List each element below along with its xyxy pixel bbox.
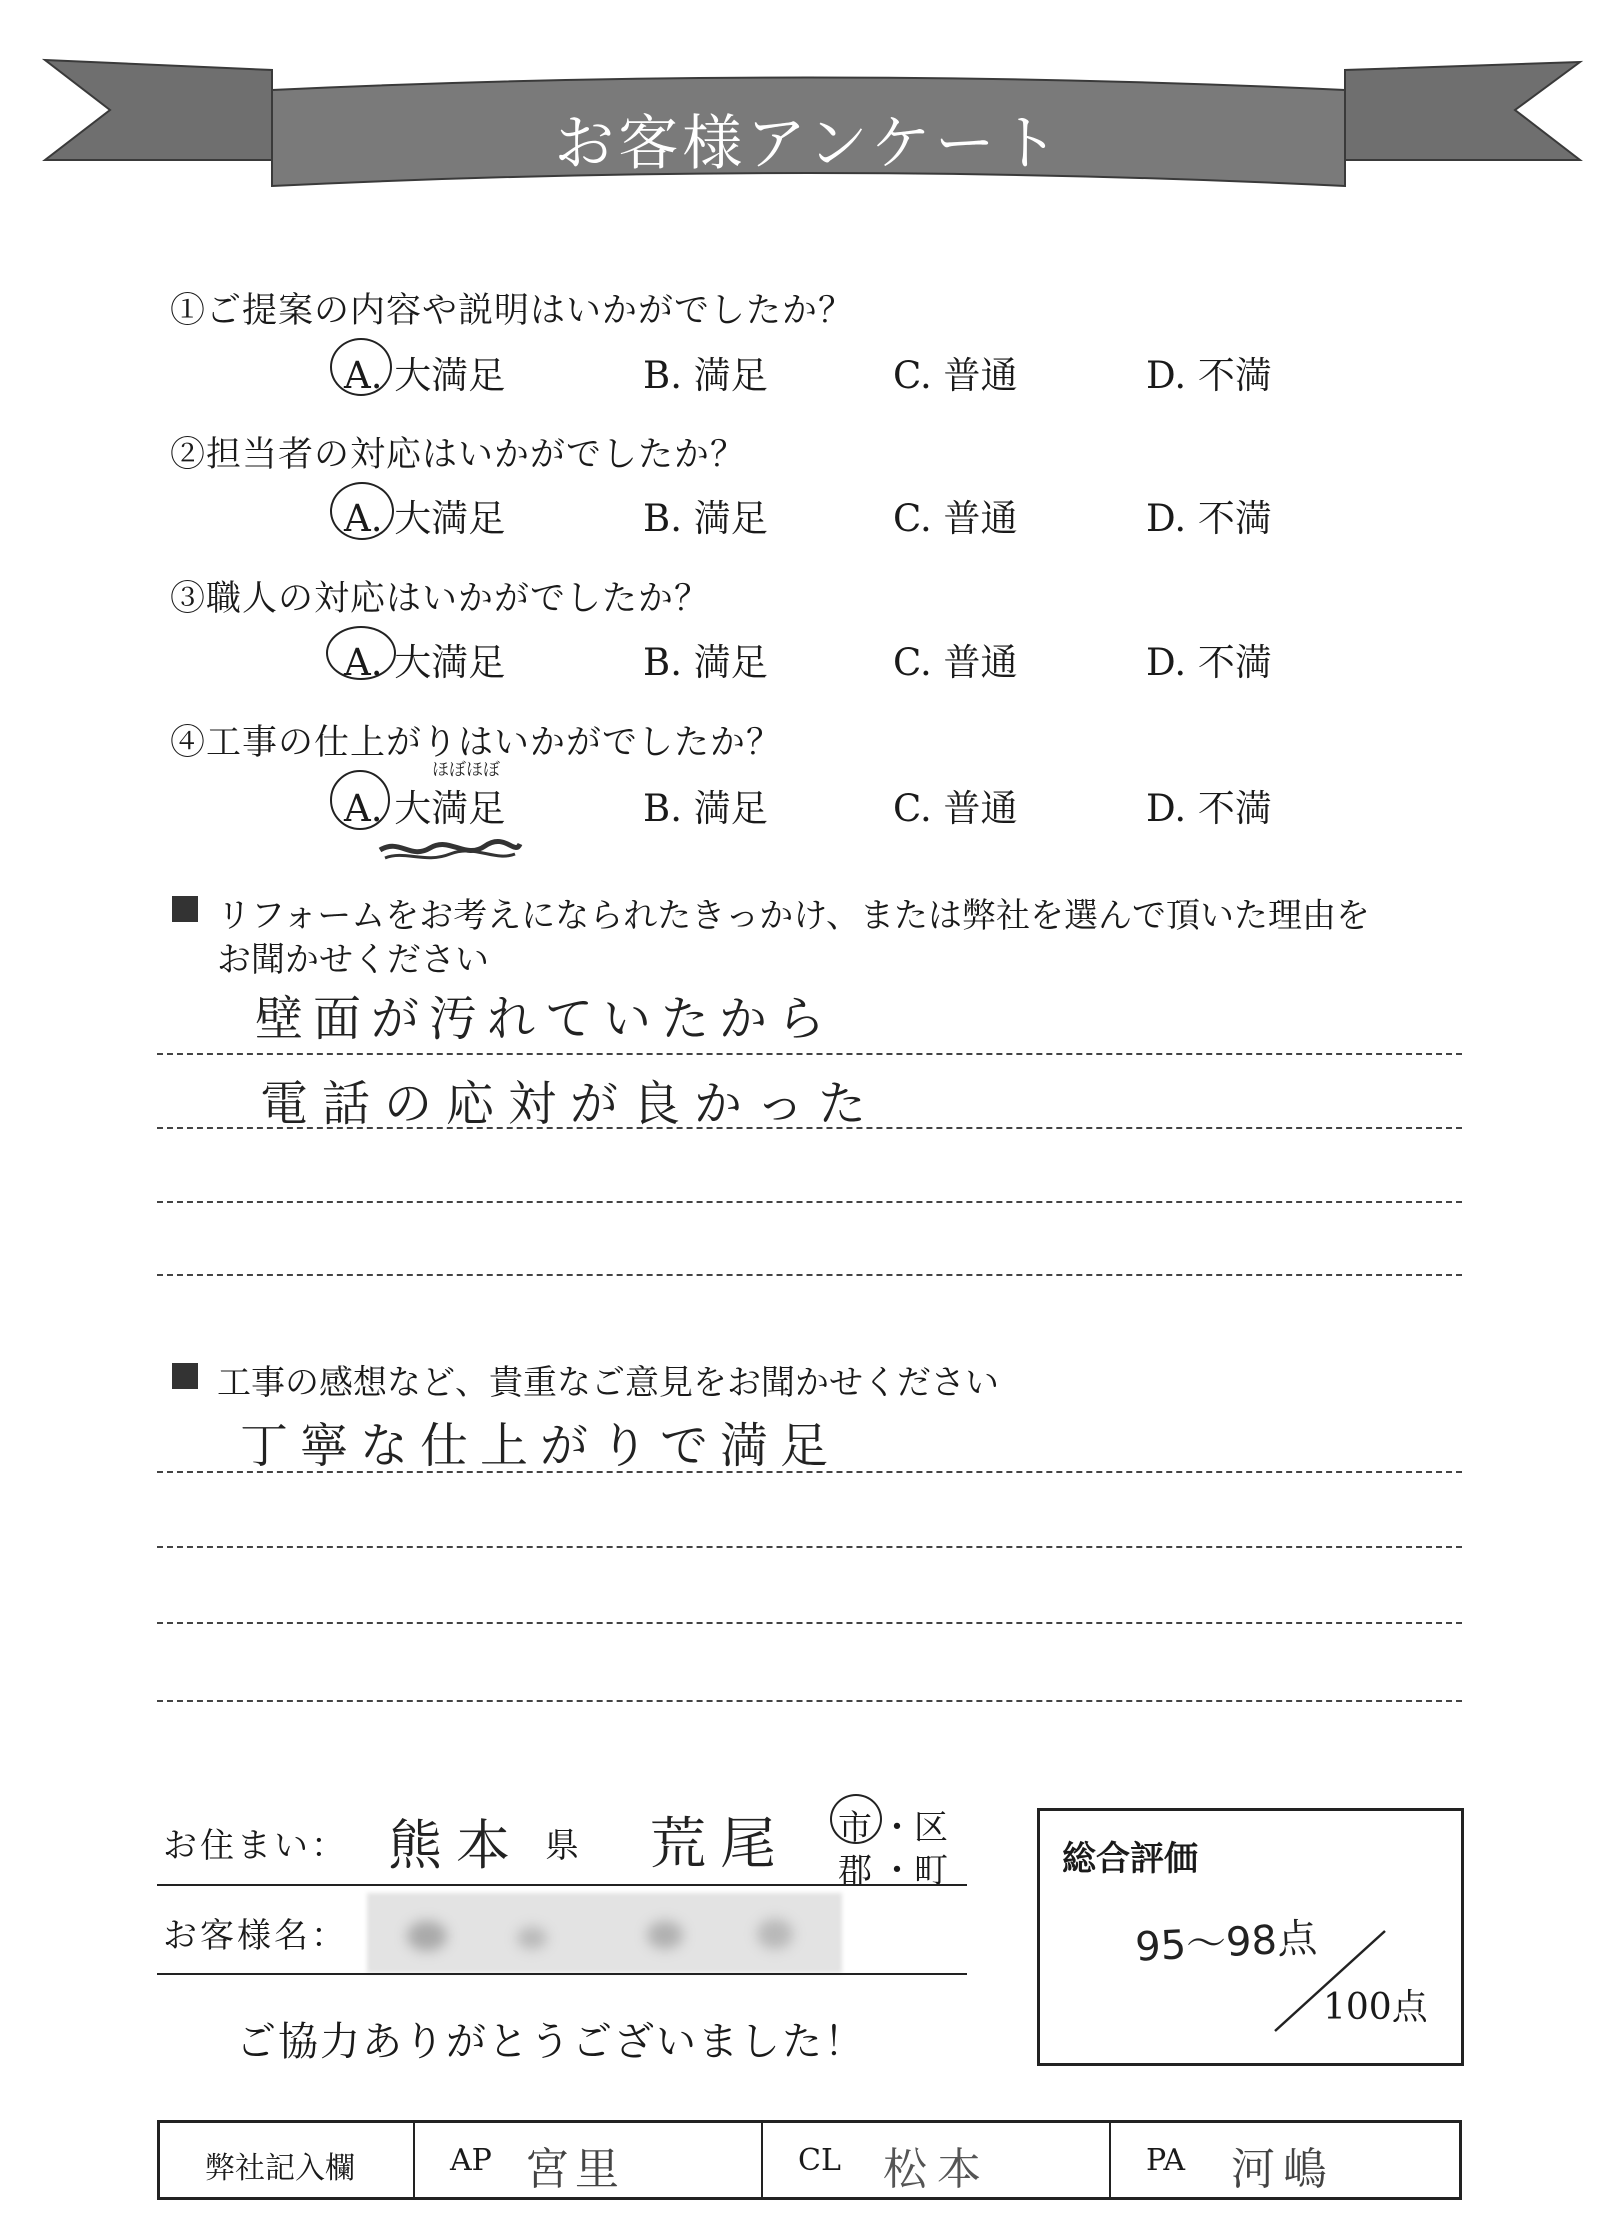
page-title: お客様アンケート: [554, 109, 1063, 179]
q1-option-a[interactable]: A. 大満足: [344, 354, 506, 397]
q2-option-a[interactable]: A. 大満足: [344, 497, 506, 540]
q1-option-b[interactable]: B. 満足: [643, 354, 768, 397]
section1-prompt-line2: お聞かせください: [217, 940, 489, 980]
section2-bullet: [172, 1363, 198, 1389]
section1-answer-2: 電話の応対が良かった: [260, 1076, 881, 1132]
question-3-text: ③職人の対応はいかがでしたか？: [170, 579, 711, 619]
section2-line-3: [157, 1622, 1462, 1624]
q3-option-b[interactable]: B. 満足: [643, 641, 768, 684]
q3-option-a[interactable]: A. 大満足: [344, 641, 506, 684]
q4-option-b[interactable]: B. 満足: [643, 787, 768, 830]
q1-option-d[interactable]: D. 不満: [1146, 354, 1272, 397]
address-prefecture: 熊本: [388, 1814, 524, 1877]
office-use-label: 弊社記入欄: [205, 2151, 355, 2186]
rating-score: 95〜98点: [1134, 1915, 1319, 1971]
customer-name-label: お客様名：: [163, 1916, 348, 1956]
customer-name-underline: [157, 1973, 967, 1975]
pa-value: 河嶋: [1231, 2144, 1335, 2195]
rating-max: 100点: [1323, 1987, 1428, 2028]
cl-value: 松本: [883, 2144, 991, 2195]
q4-scribble-mark: [375, 830, 525, 870]
cl-cell: [763, 2123, 1111, 2197]
ap-value: 宮里: [525, 2144, 625, 2195]
q4-option-d[interactable]: D. 不満: [1146, 787, 1272, 830]
q1-option-c[interactable]: C. 普通: [893, 354, 1018, 397]
section2-answer-1: 丁寧な仕上がりで満足: [240, 1418, 841, 1474]
question-4-text: ④工事の仕上がりはいかがでしたか？: [170, 723, 783, 763]
rating-label: 総合評価: [1062, 1839, 1198, 1879]
q2-option-c[interactable]: C. 普通: [893, 497, 1018, 540]
address-type-shi[interactable]: 市: [838, 1808, 872, 1848]
section1-prompt-line1: リフォームをお考えになられたきっかけ、または弊社を選んで頂いた理由を: [217, 896, 1370, 936]
q1-selected-circle: [330, 338, 392, 396]
question-2-text: ②担当者の対応はいかがでしたか？: [170, 435, 747, 475]
section1-line-3: [157, 1201, 1462, 1203]
q4-option-c[interactable]: C. 普通: [893, 787, 1018, 830]
overall-rating-box: [1037, 1808, 1464, 2066]
q2-option-d[interactable]: D. 不満: [1146, 497, 1272, 540]
section2-line-1: [157, 1471, 1462, 1473]
q4-handwritten-note: ほぼほぼ: [432, 760, 500, 780]
section2-line-4: [157, 1700, 1462, 1702]
address-shi-circle: [830, 1794, 882, 1844]
address-underline: [157, 1884, 967, 1886]
address-prefecture-suffix: 県: [545, 1826, 579, 1866]
section1-line-2: [157, 1127, 1462, 1129]
address-type-gun[interactable]: 郡: [838, 1851, 872, 1891]
q3-selected-circle: [326, 626, 396, 680]
section2-line-2: [157, 1546, 1462, 1548]
address-type-ku[interactable]: ・区: [880, 1808, 948, 1848]
office-use-label-cell: [160, 2123, 415, 2197]
q3-option-c[interactable]: C. 普通: [893, 641, 1018, 684]
section1-bullet: [172, 896, 198, 922]
question-1-text: ①ご提案の内容や説明はいかがでしたか？: [170, 291, 855, 331]
customer-name-redacted: [367, 1893, 842, 1973]
q3-option-d[interactable]: D. 不満: [1146, 641, 1272, 684]
office-use-table: [157, 2120, 1462, 2200]
address-type-cho[interactable]: ・町: [880, 1851, 948, 1891]
q2-selected-circle: [330, 482, 394, 540]
section1-line-1: [157, 1053, 1462, 1055]
pa-cell: [1111, 2123, 1459, 2197]
cl-label: CL: [798, 2143, 841, 2178]
ap-label: AP: [450, 2143, 492, 2178]
thanks-message: ご協力ありがとうございました！: [236, 2019, 866, 2065]
pa-label: PA: [1146, 2143, 1186, 2178]
section2-prompt: 工事の感想など、貴重なご意見をお聞かせください: [217, 1363, 999, 1403]
address-city: 荒尾: [650, 1812, 790, 1877]
q2-option-b[interactable]: B. 満足: [643, 497, 768, 540]
ap-cell: [415, 2123, 763, 2197]
section1-answer-1: 壁面が汚れていたから: [255, 991, 836, 1047]
q4-selected-circle: [330, 770, 390, 830]
q4-option-a[interactable]: A. 大満足: [344, 787, 506, 830]
section1-line-4: [157, 1274, 1462, 1276]
address-label: お住まい：: [163, 1826, 348, 1866]
